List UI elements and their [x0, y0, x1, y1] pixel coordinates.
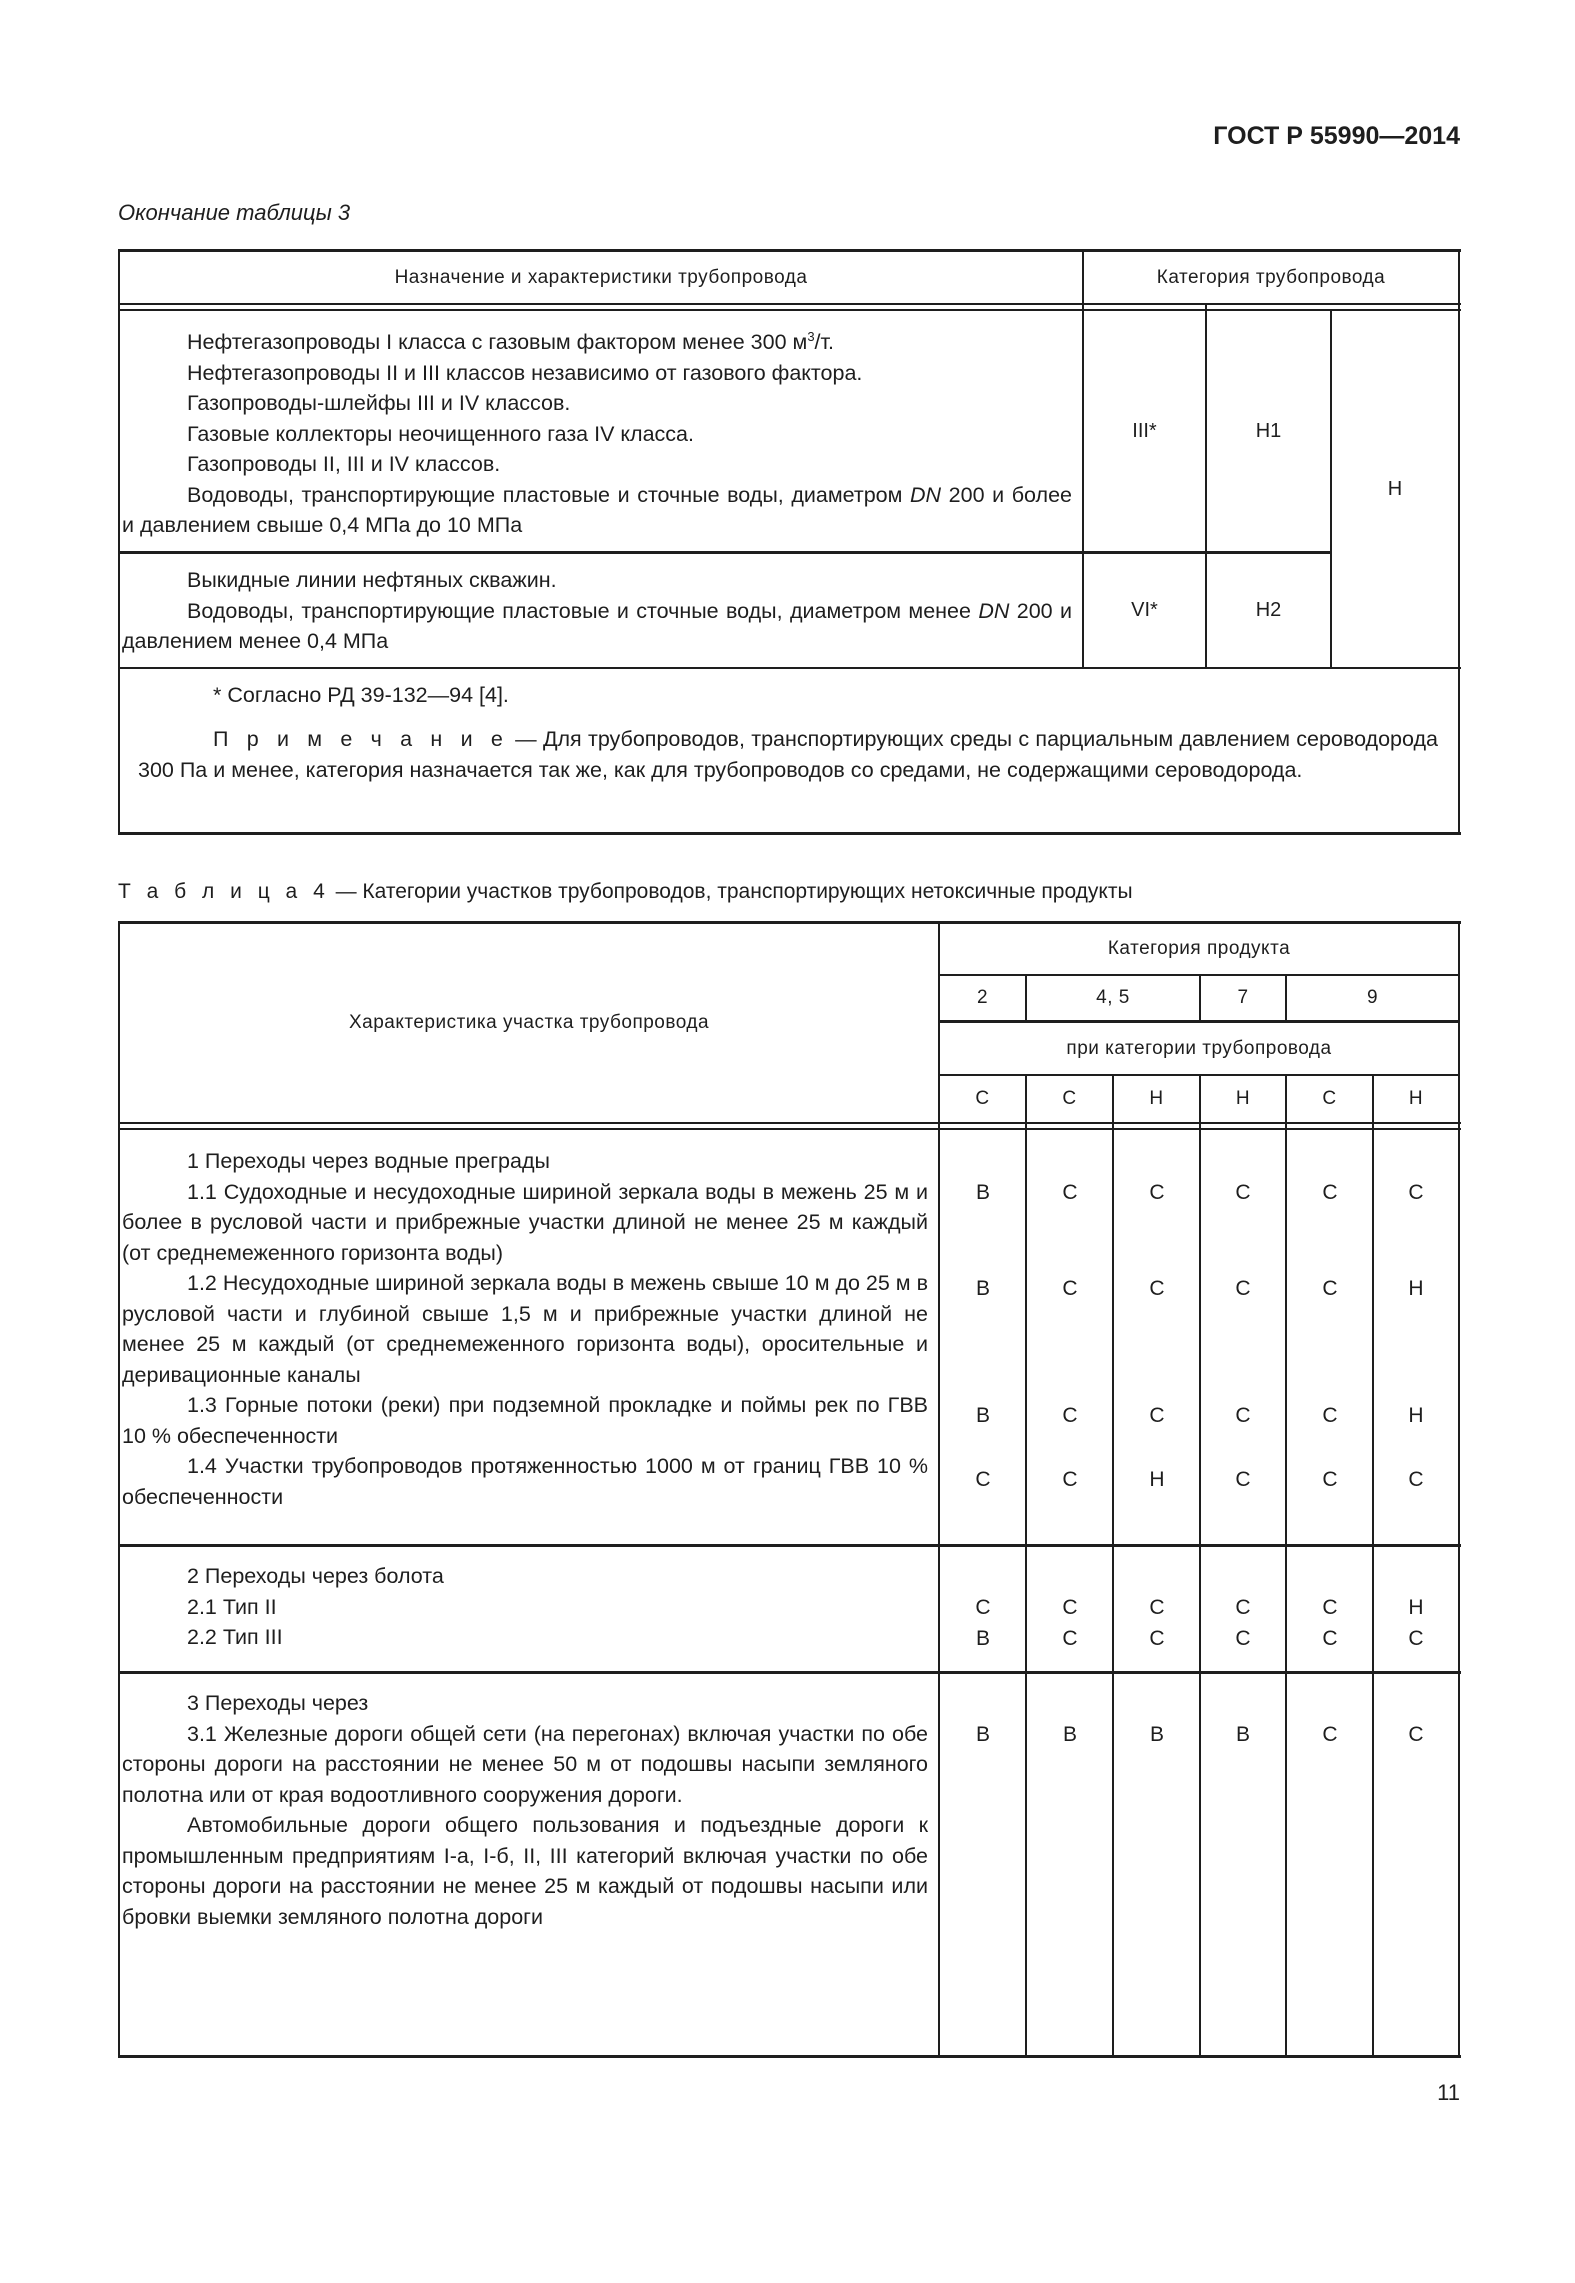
value-cell: С — [975, 1596, 991, 1619]
table4-title-text: — Категории участков трубопроводов, транспортирующих нетоксичные продукты — [329, 880, 1133, 903]
text-line: Газопроводы-шлейфы III и IV классов. — [187, 391, 571, 416]
value-cell: С — [1322, 1181, 1338, 1204]
value-cell: С — [1062, 1468, 1078, 1491]
item-text: 1.3 Горные потоки (реки) при подземной прокладке и поймы рек по ГВВ 10 % обеспеченности — [122, 1393, 928, 1448]
value-cell: В — [975, 1277, 990, 1300]
value-cell: С — [1235, 1404, 1251, 1427]
text-line: Нефтегазопроводы II и III классов независимо от газового фактора. — [187, 360, 863, 385]
value-cell: С — [1322, 1596, 1338, 1619]
note-text: — Для трубопроводов, транспортирующих среды с парциальным давлением сероводорода 300 Па и менее, категория назначается так же, как для трубопроводов со средами, не содержащими сероводорода. — [138, 727, 1439, 782]
table4-bottom-border — [118, 2055, 1461, 2058]
table3-row1-cat1: III* — [1132, 419, 1157, 442]
document-code: ГОСТ Р 55990—2014 — [1213, 122, 1460, 150]
group-heading: 2 Переходы через болота — [187, 1564, 444, 1588]
value-cell: С — [1322, 1468, 1338, 1491]
pipeline-category-col-1: С — [975, 1088, 990, 1109]
group-heading: 3 Переходы через — [187, 1691, 369, 1715]
table3-footnote — [138, 680, 1438, 711]
value-cell: С — [1322, 1404, 1338, 1427]
table3-merged-category: Н — [1387, 477, 1403, 500]
table4-group-separator-2 — [118, 1671, 1461, 1674]
value-cell: С — [975, 1468, 991, 1491]
value-cell: С — [1235, 1596, 1251, 1619]
group-heading: 1 Переходы через водные преграды — [187, 1149, 550, 1173]
value-cell: С — [1062, 1404, 1078, 1427]
value-cell: С — [1149, 1404, 1165, 1427]
table3-right-border — [1458, 249, 1460, 835]
text-line: Выкидные линии нефтяных скважин. — [187, 568, 557, 592]
value-cell: С — [1062, 1181, 1078, 1204]
table3-row1-description — [122, 322, 1072, 541]
page-number: 11 — [1437, 2080, 1460, 2105]
value-cell: Н — [1408, 1277, 1424, 1300]
table4-title-label: Т а б л и ц а 4 — [118, 880, 330, 903]
value-cell: С — [1235, 1468, 1251, 1491]
product-group-4-5: 4, 5 — [1096, 987, 1130, 1008]
product-group-7: 7 — [1237, 987, 1249, 1008]
item-text: 3.1 Железные дороги общей сети (на перегонах) включая участки по обе стороны дороги на расстоянии не менее 50 м от подошвы насыпи земляного полотна или от края водоотливного сооружения дороги. — [122, 1721, 928, 1807]
table3-note — [138, 724, 1438, 785]
text-line: Водоводы, транспортирующие пластовые и сточные воды, диаметром DN 200 и более и давлением свыше 0,4 МПа до 10 МПа — [122, 482, 1072, 538]
value-cell: С — [1062, 1277, 1078, 1300]
product-group-2: 2 — [976, 987, 989, 1008]
table4-header-characteristic: Характеристика участка трубопровода — [348, 1012, 710, 1033]
value-cell: С — [1062, 1596, 1078, 1619]
table3-row1-cat2: Н1 — [1255, 419, 1282, 442]
value-cell: В — [1235, 1723, 1250, 1746]
table4-header-double-2 — [118, 1128, 1461, 1130]
note-label: П р и м е ч а н и е — [213, 727, 509, 751]
value-cell: В — [975, 1723, 990, 1746]
pipeline-category-col-6: Н — [1408, 1088, 1424, 1109]
value-cell: С — [1062, 1627, 1078, 1650]
table3-row2-cat2: Н2 — [1255, 599, 1282, 621]
value-cell: С — [1235, 1277, 1251, 1300]
text-line: Газовые коллекторы неочищенного газа IV класса. — [187, 421, 694, 446]
value-cell: С — [1149, 1596, 1165, 1619]
value-cell: С — [1408, 1627, 1424, 1650]
value-cell: С — [1149, 1181, 1165, 1204]
table3-notes-separator — [118, 667, 1461, 669]
value-cell: С — [1322, 1277, 1338, 1300]
item-text: 2.2 Тип III — [187, 1625, 283, 1649]
product-group-9: 9 — [1366, 987, 1379, 1008]
value-cell: В — [1149, 1723, 1164, 1746]
table4-header-double-1 — [118, 1122, 1461, 1124]
table3-header-category: Категория трубопровода — [1156, 266, 1386, 288]
value-cell: С — [1322, 1627, 1338, 1650]
value-cell: В — [1062, 1723, 1077, 1746]
item-text: 1.2 Несудоходные шириной зеркала воды в межень свыше 10 м до 25 м в русловой части и глубиной свыше 1,5 м и прибрежные участки длиной не менее 25 м каждый (от среднемеженного горизонта воды), оросительные и деривационные каналы — [122, 1271, 928, 1387]
table3-left-border — [118, 249, 120, 835]
item-text: Автомобильные дороги общего пользования и подъездные дороги к промышленным предприятиям I-а, I-б, II, III категорий включая участки по обе стороны дороги на расстоянии не менее 25 м каждый от подошвы насыпи или бровки выемки земляного полотна дороги — [122, 1813, 928, 1929]
value-cell: С — [1322, 1723, 1338, 1746]
value-cell: С — [1408, 1723, 1424, 1746]
table4-subcol-divider — [1025, 1075, 1027, 2057]
value-cell: Н — [1149, 1468, 1165, 1491]
table4-group1-text — [122, 1146, 928, 1512]
table4-header-pipeline-category: при категории трубопровода — [1066, 1037, 1332, 1059]
value-cell: В — [975, 1627, 990, 1650]
value-cell: С — [1149, 1627, 1165, 1650]
table3-header-line — [118, 303, 1461, 305]
text-line: Нефтегазопроводы I класса с газовым фактором менее 300 $м^3/т$. — [187, 329, 834, 355]
pipeline-category-col-4: Н — [1235, 1088, 1251, 1109]
table4-group2-text — [122, 1561, 928, 1653]
table4-subcol-divider — [1372, 1075, 1374, 2057]
value-cell: Н — [1408, 1596, 1424, 1619]
table4-subcol-divider — [1199, 1075, 1201, 2057]
pipeline-category-col-2: С — [1062, 1088, 1077, 1109]
note-paragraph — [138, 724, 1438, 785]
table3-header-purpose: Назначение и характеристики трубопровода — [394, 266, 808, 288]
pipeline-category-col-3: Н — [1149, 1088, 1164, 1109]
table3-bottom-border — [118, 832, 1461, 835]
value-cell: С — [1408, 1181, 1424, 1204]
value-cell: Н — [1408, 1404, 1424, 1427]
value-cell: С — [1149, 1277, 1165, 1300]
value-cell: С — [1235, 1627, 1251, 1650]
table4-group-separator-1 — [118, 1544, 1461, 1547]
value-cell: С — [1408, 1468, 1424, 1491]
table4-subcol-divider — [1285, 1075, 1287, 2057]
item-text: 2.1 Тип II — [187, 1594, 277, 1619]
table3-row2-cat1: VI* — [1131, 599, 1158, 621]
text-line: Газопроводы II, III и IV классов. — [187, 452, 501, 477]
table4-group3-text — [122, 1688, 928, 1932]
value-cell: В — [975, 1404, 990, 1427]
text-line: Водоводы, транспортирующие пластовые и сточные воды, диаметром менее DN 200 и давлением менее 0,4 МПа — [122, 598, 1072, 653]
table3-continuation-label: Окончание таблицы 3 — [118, 200, 351, 225]
table3-row2-description — [122, 565, 1072, 657]
item-text: 1.1 Судоходные и несудоходные шириной зеркала воды в межень 25 м и более в русловой части и прибрежные участки длиной не менее 25 м каждый (от среднемеженного горизонта воды) — [122, 1179, 928, 1265]
table4-header-product-category: Категория продукта — [1107, 938, 1291, 959]
item-text: 1.4 Участки трубопроводов протяженностью 1000 м от границ ГВВ 10 % обеспеченности — [122, 1454, 928, 1509]
value-cell: С — [1235, 1181, 1251, 1204]
value-cell: В — [975, 1181, 990, 1204]
table4-title — [118, 880, 1133, 904]
pipeline-category-col-5: С — [1322, 1088, 1337, 1109]
table4-subcol-divider — [1112, 1075, 1114, 2057]
footnote-text: * Согласно РД 39-132—94 [4]. — [213, 683, 509, 707]
